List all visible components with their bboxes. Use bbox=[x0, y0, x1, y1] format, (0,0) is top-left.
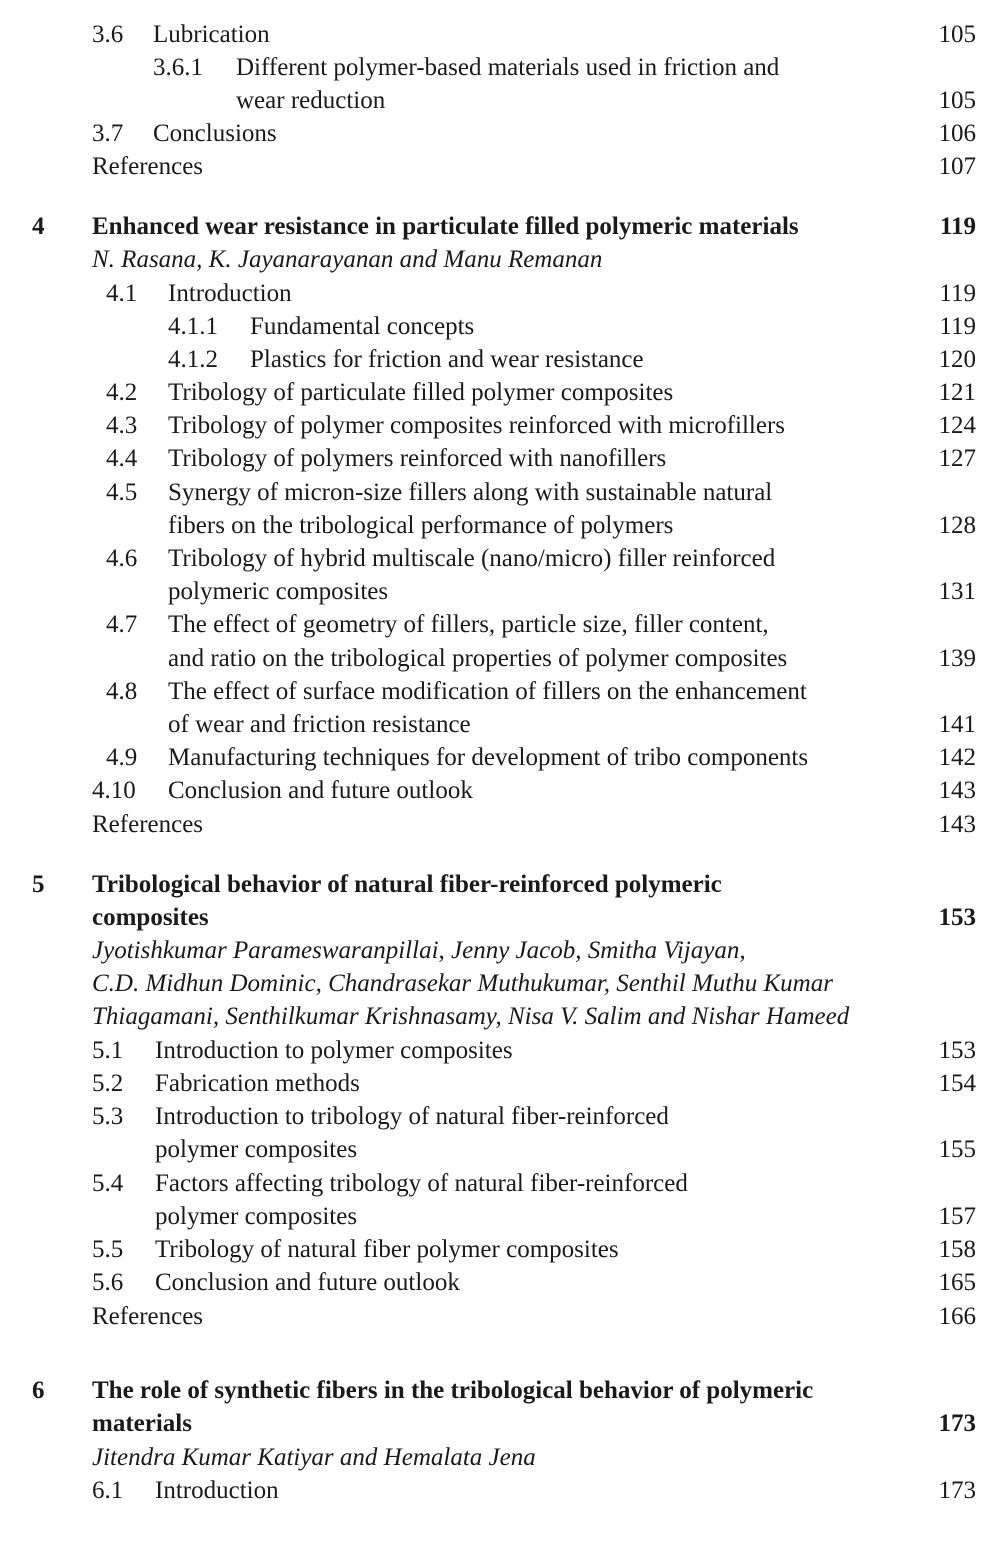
entry-number: 4.8 bbox=[106, 678, 138, 705]
entry-page: 165 bbox=[938, 1269, 976, 1296]
entry-page: 143 bbox=[938, 811, 976, 838]
toc-entry-4-1 bbox=[0, 277, 1008, 311]
entry-number: 4.5 bbox=[106, 479, 138, 506]
entry-title: References bbox=[92, 811, 204, 838]
entry-page: 120 bbox=[938, 346, 976, 373]
toc-entry-5-4-cont bbox=[0, 1200, 1008, 1234]
toc-entry-4-4 bbox=[0, 442, 1008, 476]
entry-page: 142 bbox=[938, 744, 976, 771]
entry-title-cont: wear reduction bbox=[236, 87, 386, 114]
chapter-authors: Thiagamani, Senthilkumar Krishnasamy, Nisa V. Salim and Nishar Hameed bbox=[92, 1003, 850, 1030]
entry-title: Introduction to tribology of natural fiber-reinforced bbox=[155, 1103, 669, 1130]
toc-entry-5-3 bbox=[0, 1100, 1008, 1134]
toc-entry-4-5 bbox=[0, 476, 1008, 510]
entry-number: 4.6 bbox=[106, 545, 138, 572]
toc-entry-3-6-1 bbox=[0, 51, 1008, 85]
entry-page: 121 bbox=[938, 379, 976, 406]
toc-entry-3-7 bbox=[0, 117, 1008, 151]
entry-number: 3.6 bbox=[92, 21, 124, 48]
entry-page: 131 bbox=[938, 578, 976, 605]
toc-entry-4-5-cont bbox=[0, 509, 1008, 543]
entry-number: 3.6.1 bbox=[153, 54, 203, 81]
entry-number: 4.10 bbox=[92, 777, 136, 804]
entry-number: 4.1.1 bbox=[168, 313, 218, 340]
entry-title: Tribology of natural fiber polymer composites bbox=[155, 1236, 619, 1263]
entry-number: 4.1 bbox=[106, 280, 138, 307]
toc-entry-5-5 bbox=[0, 1233, 1008, 1267]
toc-entry-4-1-1 bbox=[0, 310, 1008, 344]
chapter-5-authors-1 bbox=[0, 934, 1008, 968]
entry-page: 166 bbox=[938, 1303, 976, 1330]
chapter-page: 119 bbox=[939, 213, 976, 240]
toc-references-5 bbox=[0, 1300, 1008, 1334]
entry-page: 124 bbox=[938, 412, 976, 439]
entry-page: 119 bbox=[939, 280, 976, 307]
entry-number: 5.1 bbox=[92, 1037, 124, 1064]
entry-number: 4.2 bbox=[106, 379, 138, 406]
toc-entry-4-7-cont bbox=[0, 642, 1008, 676]
entry-page: 107 bbox=[938, 153, 976, 180]
entry-title: Introduction bbox=[155, 1477, 279, 1504]
entry-title-cont: polymer composites bbox=[155, 1136, 358, 1163]
chapter-4-heading bbox=[0, 210, 1008, 244]
entry-title: Different polymer-based materials used in friction and bbox=[236, 54, 780, 81]
toc-entry-4-7 bbox=[0, 608, 1008, 642]
entry-number: 4.3 bbox=[106, 412, 138, 439]
toc-entry-3-6 bbox=[0, 18, 1008, 52]
entry-title: Lubrication bbox=[153, 21, 270, 48]
toc-entry-5-1 bbox=[0, 1034, 1008, 1068]
entry-page: 128 bbox=[938, 512, 976, 539]
entry-page: 153 bbox=[938, 1037, 976, 1064]
chapter-authors: Jyotishkumar Parameswaranpillai, Jenny Jacob, Smitha Vijayan, bbox=[92, 937, 746, 964]
toc-references-4 bbox=[0, 808, 1008, 842]
entry-title: Tribology of particulate filled polymer composites bbox=[168, 379, 674, 406]
entry-title-cont: fibers on the tribological performance of polymers bbox=[168, 512, 674, 539]
chapter-4-authors bbox=[0, 243, 1008, 277]
toc-entry-4-2 bbox=[0, 376, 1008, 410]
chapter-title-cont: materials bbox=[92, 1410, 192, 1437]
entry-page: 119 bbox=[939, 313, 976, 340]
entry-number: 4.9 bbox=[106, 744, 138, 771]
toc-entry-4-1-2 bbox=[0, 343, 1008, 377]
entry-title: Factors affecting tribology of natural fiber-reinforced bbox=[155, 1170, 688, 1197]
entry-page: 139 bbox=[938, 645, 976, 672]
toc-entry-5-6 bbox=[0, 1266, 1008, 1300]
entry-title: Introduction to polymer composites bbox=[155, 1037, 513, 1064]
chapter-5-authors-3 bbox=[0, 1000, 1008, 1034]
entry-number: 4.4 bbox=[106, 445, 138, 472]
toc-entry-5-2 bbox=[0, 1067, 1008, 1101]
toc-references-3 bbox=[0, 150, 1008, 184]
toc-entry-4-3 bbox=[0, 409, 1008, 443]
chapter-5-heading bbox=[0, 868, 1008, 902]
entry-title: Synergy of micron-size fillers along with sustainable natural bbox=[168, 479, 773, 506]
chapter-number: 6 bbox=[32, 1377, 45, 1404]
entry-page: 105 bbox=[938, 21, 976, 48]
chapter-6-heading bbox=[0, 1374, 1008, 1408]
entry-page: 173 bbox=[938, 1477, 976, 1504]
chapter-title: The role of synthetic fibers in the tribological behavior of polymeric bbox=[92, 1377, 814, 1404]
entry-title: Conclusion and future outlook bbox=[155, 1269, 460, 1296]
entry-title-cont: of wear and friction resistance bbox=[168, 711, 471, 738]
entry-page: 158 bbox=[938, 1236, 976, 1263]
entry-title: Manufacturing techniques for development of tribo components bbox=[168, 744, 809, 771]
entry-title: References bbox=[92, 1303, 204, 1330]
chapter-authors: N. Rasana, K. Jayanarayanan and Manu Remanan bbox=[92, 246, 603, 273]
entry-title: Plastics for friction and wear resistance bbox=[250, 346, 644, 373]
entry-number: 5.5 bbox=[92, 1236, 124, 1263]
entry-number: 3.7 bbox=[92, 120, 124, 147]
chapter-page: 153 bbox=[938, 904, 976, 931]
entry-number: 5.4 bbox=[92, 1170, 124, 1197]
entry-page: 143 bbox=[938, 777, 976, 804]
chapter-title: Tribological behavior of natural fiber-reinforced polymeric bbox=[92, 871, 722, 898]
entry-title: The effect of surface modification of fillers on the enhancement bbox=[168, 678, 807, 705]
chapter-page: 173 bbox=[938, 1410, 976, 1437]
entry-title: Introduction bbox=[168, 280, 292, 307]
entry-title: Conclusion and future outlook bbox=[168, 777, 473, 804]
entry-number: 5.6 bbox=[92, 1269, 124, 1296]
chapter-5-heading-cont bbox=[0, 901, 1008, 935]
chapter-title: Enhanced wear resistance in particulate filled polymeric materials bbox=[92, 213, 799, 240]
entry-title: Tribology of polymer composites reinforced with microfillers bbox=[168, 412, 786, 439]
chapter-6-authors bbox=[0, 1441, 1008, 1475]
entry-number: 5.3 bbox=[92, 1103, 124, 1130]
chapter-number: 4 bbox=[32, 213, 45, 240]
entry-title: Tribology of hybrid multiscale (nano/micro) filler reinforced bbox=[168, 545, 776, 572]
chapter-title-cont: composites bbox=[92, 904, 209, 931]
entry-page: 154 bbox=[938, 1070, 976, 1097]
chapter-number: 5 bbox=[32, 871, 45, 898]
entry-number: 4.7 bbox=[106, 611, 138, 638]
entry-title: Fabrication methods bbox=[155, 1070, 360, 1097]
toc-entry-5-4 bbox=[0, 1167, 1008, 1201]
entry-number: 5.2 bbox=[92, 1070, 124, 1097]
entry-page: 157 bbox=[938, 1203, 976, 1230]
entry-title-cont: polymeric composites bbox=[168, 578, 389, 605]
chapter-6-heading-cont bbox=[0, 1407, 1008, 1441]
toc-entry-4-9 bbox=[0, 741, 1008, 775]
entry-number: 6.1 bbox=[92, 1477, 124, 1504]
toc-entry-5-3-cont bbox=[0, 1133, 1008, 1167]
entry-page: 106 bbox=[938, 120, 976, 147]
entry-title: Conclusions bbox=[153, 120, 277, 147]
entry-title: Tribology of polymers reinforced with nanofillers bbox=[168, 445, 667, 472]
entry-title: Fundamental concepts bbox=[250, 313, 475, 340]
entry-title: References bbox=[92, 153, 204, 180]
entry-page: 155 bbox=[938, 1136, 976, 1163]
toc-entry-4-6 bbox=[0, 542, 1008, 576]
chapter-authors: C.D. Midhun Dominic, Chandrasekar Muthukumar, Senthil Muthu Kumar bbox=[92, 970, 833, 997]
entry-page: 141 bbox=[938, 711, 976, 738]
toc-entry-4-8 bbox=[0, 675, 1008, 709]
entry-page: 105 bbox=[938, 87, 976, 114]
entry-number: 4.1.2 bbox=[168, 346, 218, 373]
entry-title-cont: and ratio on the tribological properties of polymer composites bbox=[168, 645, 788, 672]
toc-entry-4-10 bbox=[0, 774, 1008, 808]
toc-entry-6-1 bbox=[0, 1474, 1008, 1508]
toc-entry-4-6-cont bbox=[0, 575, 1008, 609]
entry-title: The effect of geometry of fillers, particle size, filler content, bbox=[168, 611, 769, 638]
toc-entry-3-6-1-cont bbox=[0, 84, 1008, 118]
toc-entry-4-8-cont bbox=[0, 708, 1008, 742]
entry-title-cont: polymer composites bbox=[155, 1203, 358, 1230]
chapter-5-authors-2 bbox=[0, 967, 1008, 1001]
chapter-authors: Jitendra Kumar Katiyar and Hemalata Jena bbox=[92, 1444, 536, 1471]
entry-page: 127 bbox=[938, 445, 976, 472]
